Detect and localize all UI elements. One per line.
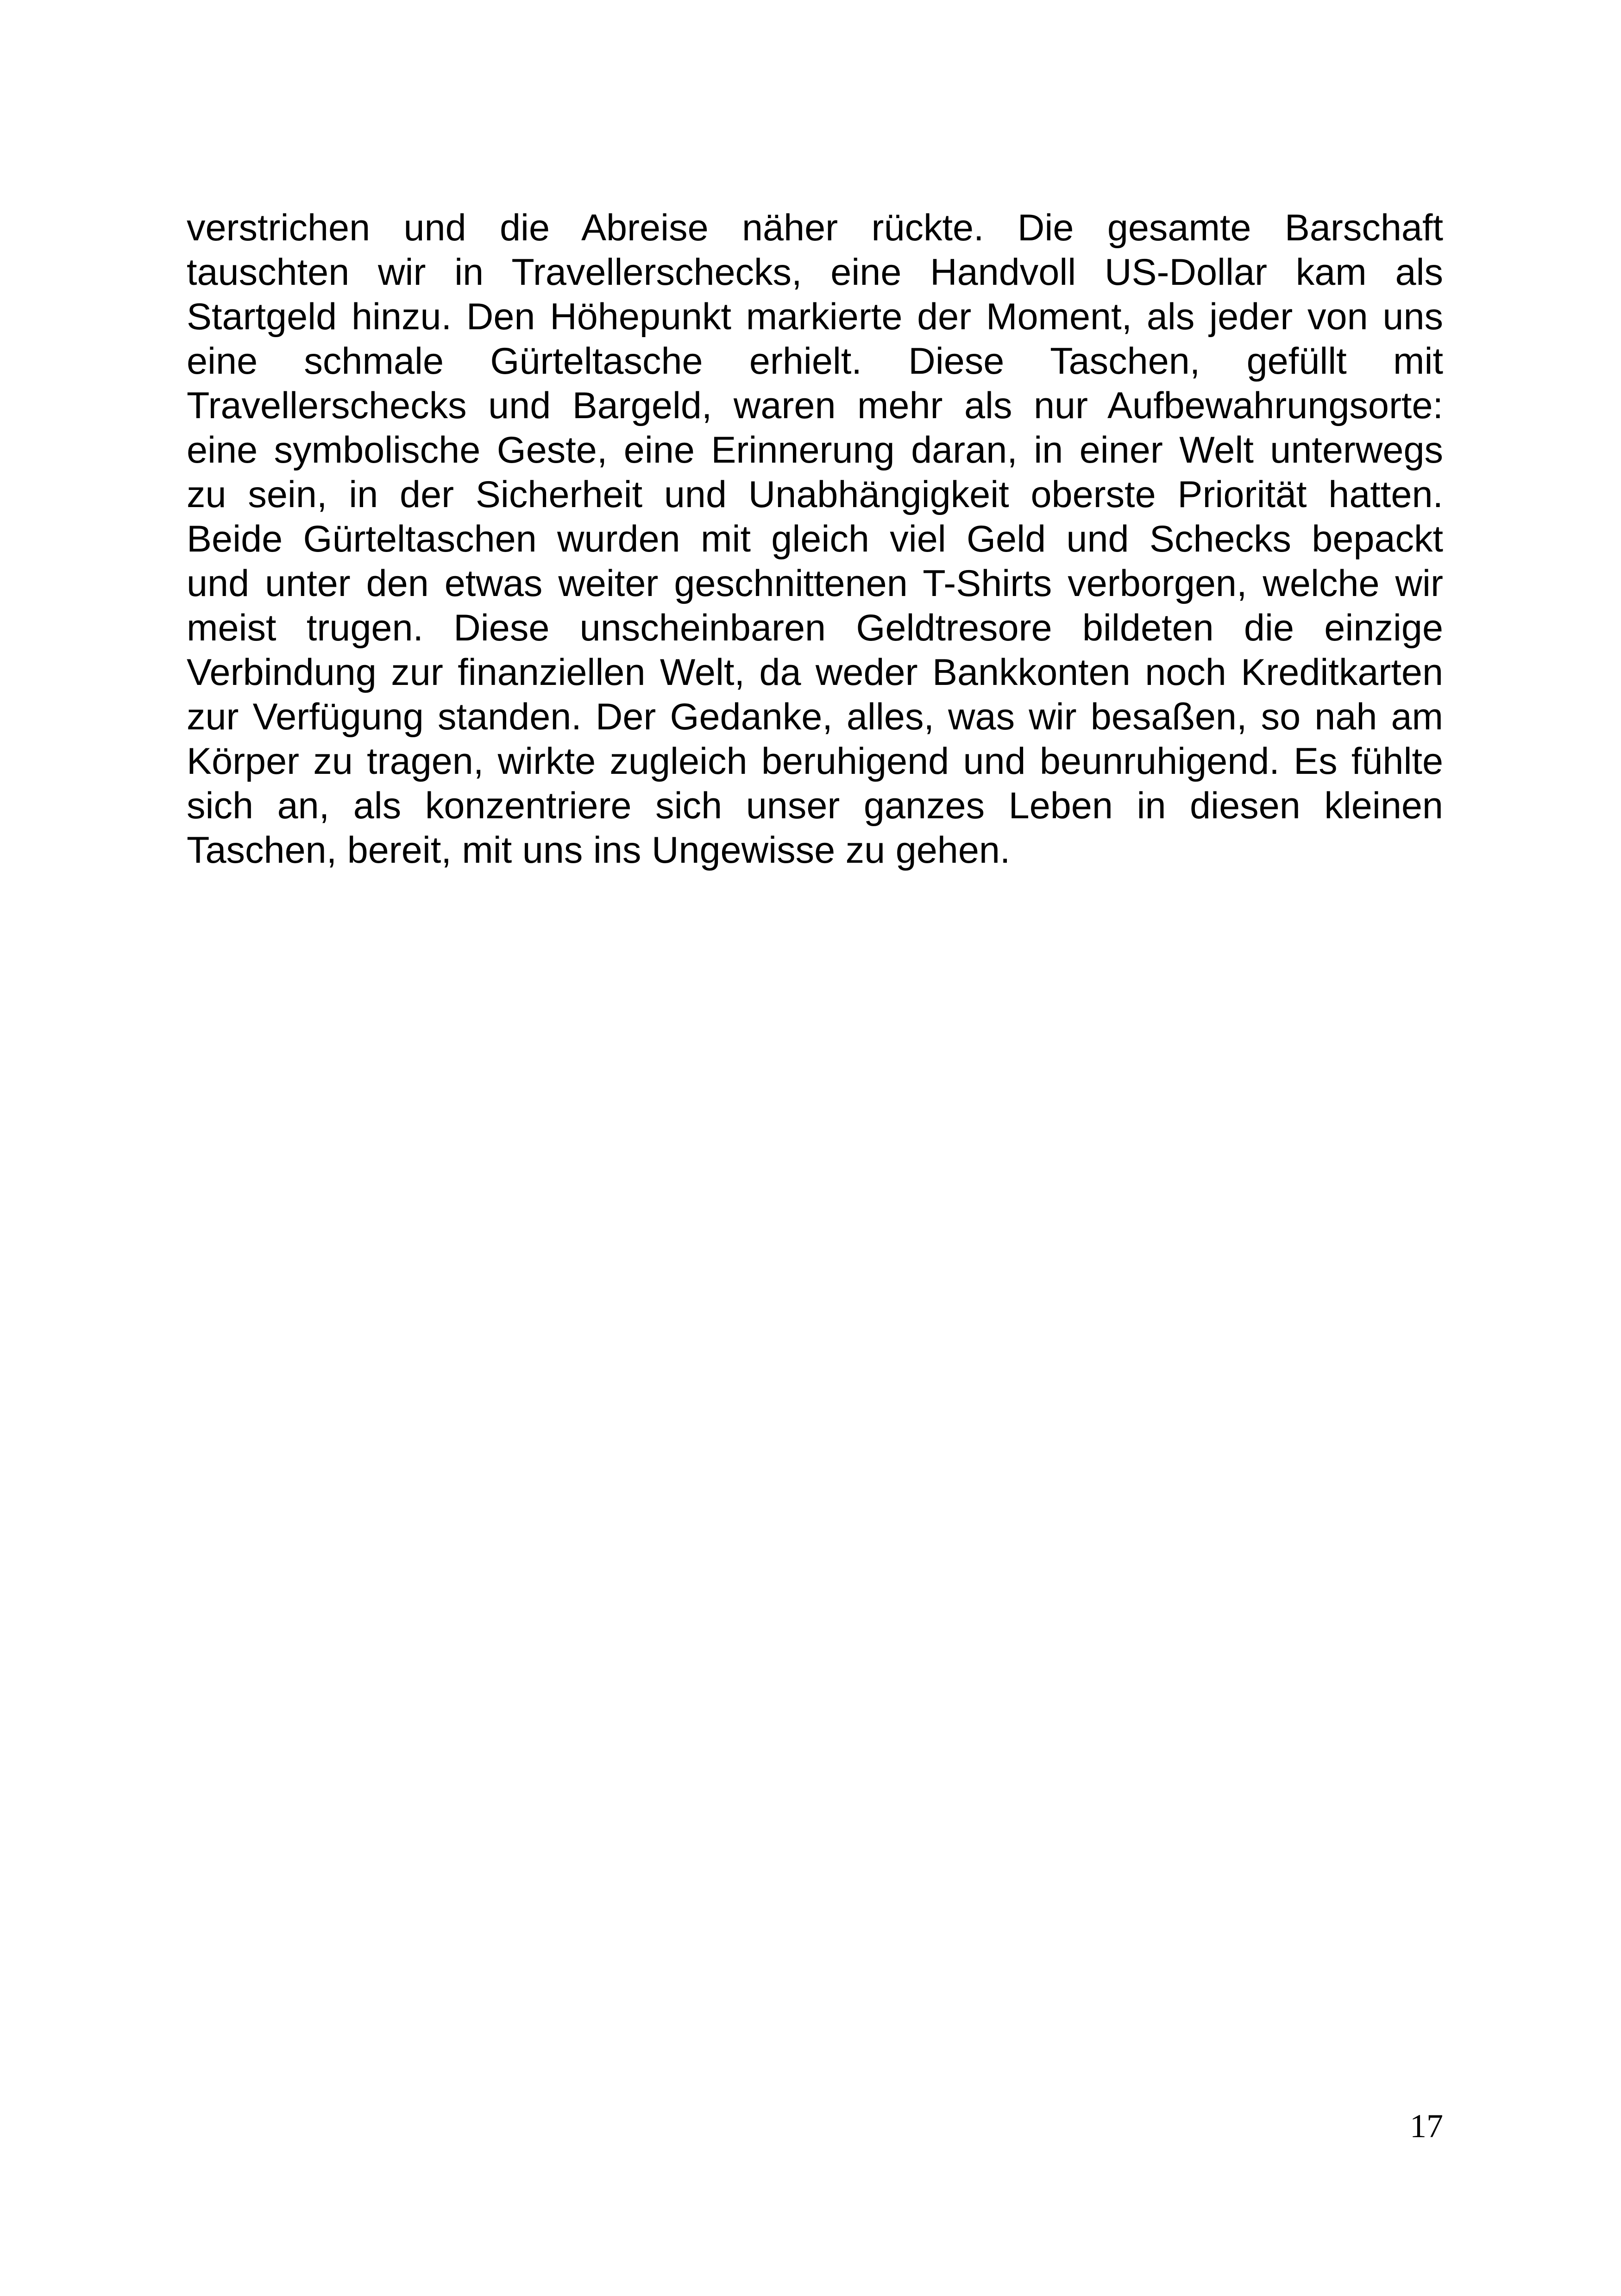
text-line: eine symbolische Geste, eine Erinnerung daran, in einer Welt unterwegs <box>187 429 1443 471</box>
page-number: 17 <box>1410 2108 1443 2145</box>
text-line: eine schmale Gürteltasche erhielt. Diese Taschen, gefüllt mit <box>187 340 1443 382</box>
text-line: zu sein, in der Sicherheit und Unabhängigkeit oberste Priorität hatten. <box>187 474 1443 515</box>
text-line: Verbindung zur finanziellen Welt, da weder Bankkonten noch Kreditkarten <box>187 652 1443 693</box>
text-line: Beide Gürteltaschen wurden mit gleich viel Geld und Schecks bepackt <box>187 518 1443 560</box>
text-line: Startgeld hinzu. Den Höhepunkt markierte der Moment, als jeder von uns <box>187 296 1443 338</box>
text-line: zur Verfügung standen. Der Gedanke, alles, was wir besaßen, so nah am <box>187 696 1443 738</box>
text-line: Taschen, bereit, mit uns ins Ungewisse zu gehen. <box>187 829 1011 871</box>
body-paragraph <box>187 206 1443 872</box>
text-line: Körper zu tragen, wirkte zugleich beruhigend und beunruhigend. Es fühlte <box>187 740 1443 782</box>
text-line: und unter den etwas weiter geschnittenen T-Shirts verborgen, welche wir <box>187 563 1443 604</box>
text-line: tauschten wir in Travellerschecks, eine Handvoll US-Dollar kam als <box>187 251 1443 293</box>
text-line: Travellerschecks und Bargeld, waren mehr als nur Aufbewahrungsorte: <box>187 385 1443 427</box>
text-line: meist trugen. Diese unscheinbaren Geldtresore bildeten die einzige <box>187 607 1443 649</box>
text-line: verstrichen und die Abreise näher rückte. Die gesamte Barschaft <box>187 207 1443 249</box>
text-line: sich an, als konzentriere sich unser ganzes Leben in diesen kleinen <box>187 785 1443 827</box>
